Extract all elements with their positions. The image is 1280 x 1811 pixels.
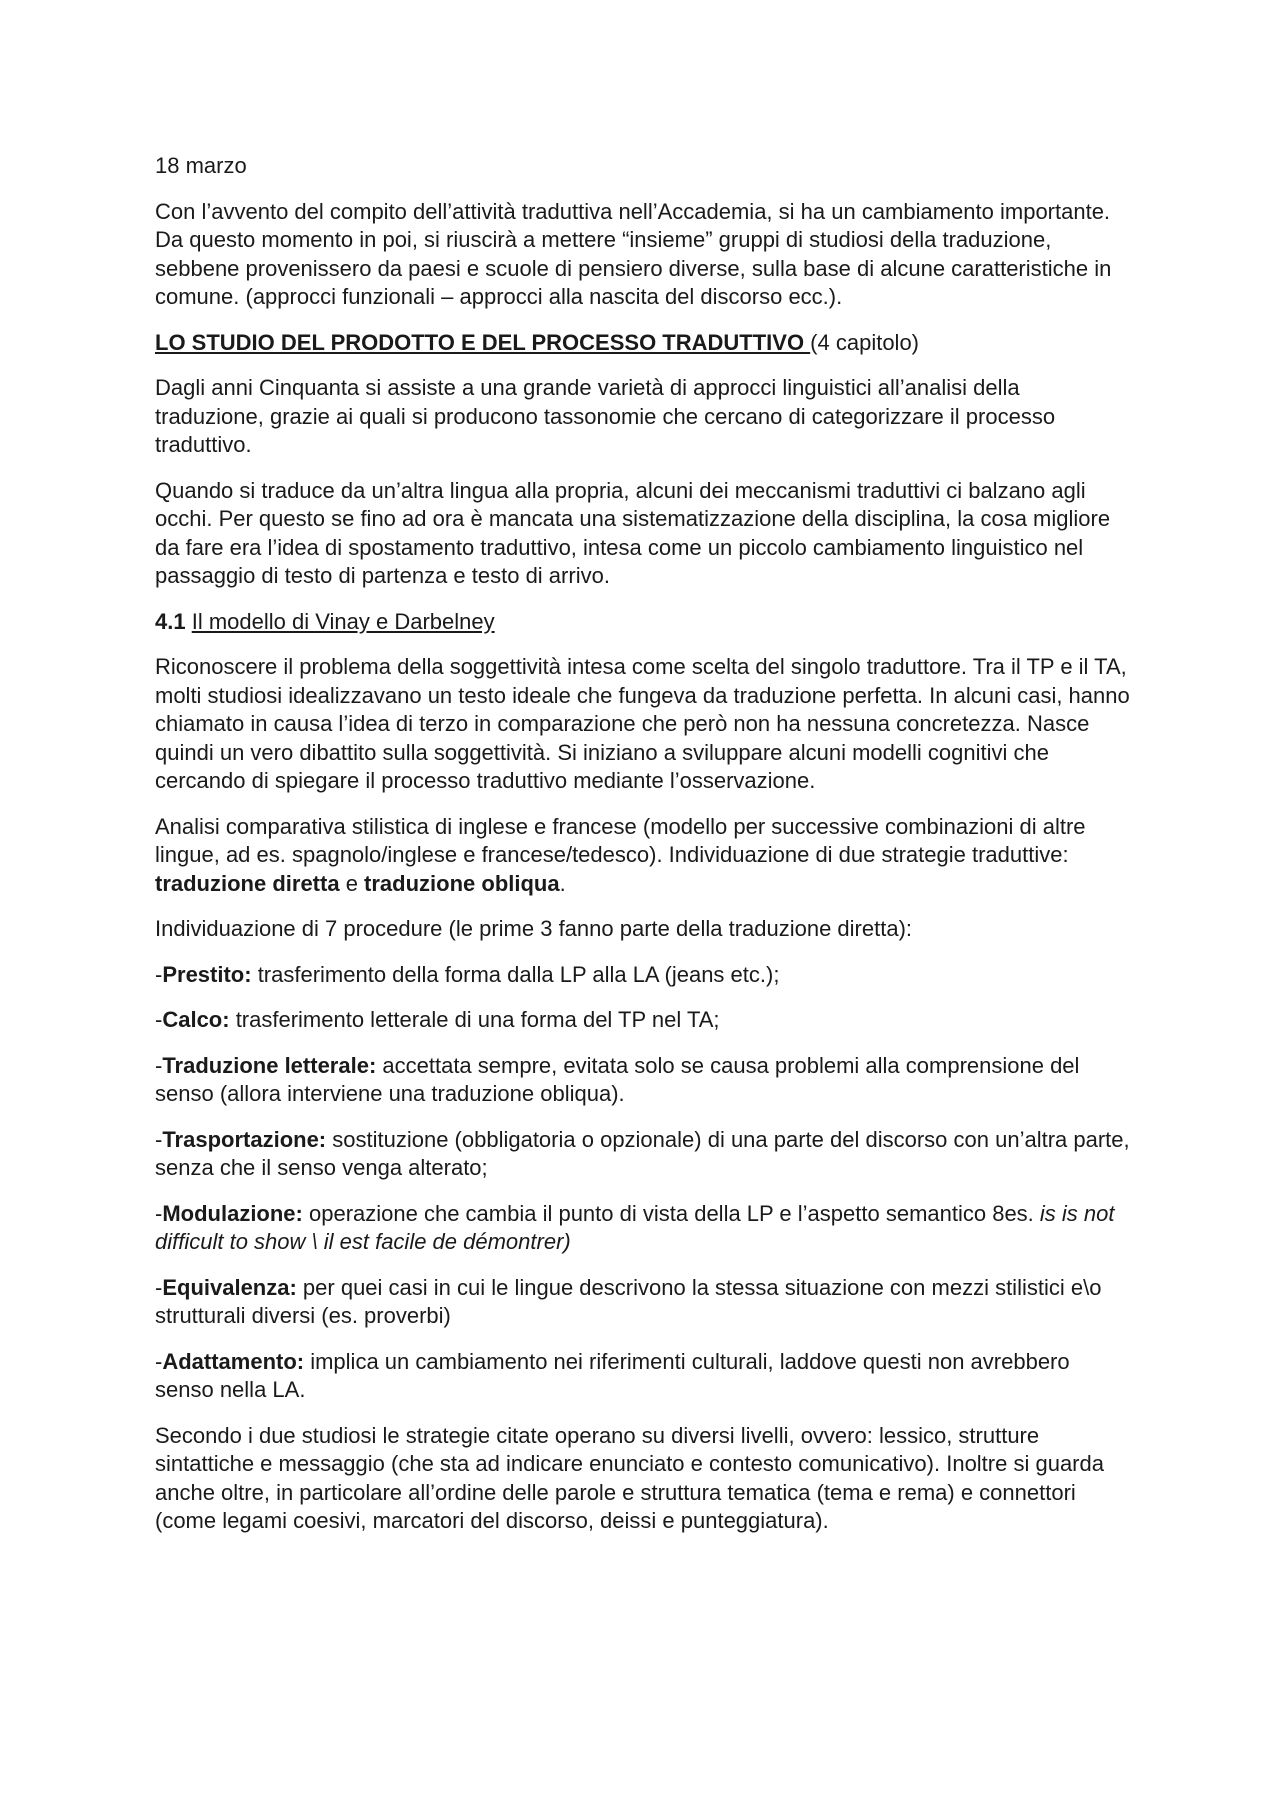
procedure-term: Traduzione letterale:	[162, 1052, 377, 1078]
paragraph-analisi	[155, 813, 1130, 899]
procedure-example: is is not difficult to show \ il est facile de démontrer)	[155, 1200, 1115, 1254]
chapter-title: LO STUDIO DEL PRODOTTO E DEL PROCESSO TRADUTTIVO	[155, 329, 811, 355]
procedure-desc: sostituzione (obbligatoria o opzionale) di una parte del discorso con un’altra parte, senza che il senso venga alterato;	[155, 1126, 1130, 1180]
procedure-term: Prestito:	[162, 961, 252, 987]
procedure-desc: per quei casi in cui le lingue descrivono la stessa situazione con mezzi stilistici e\o strutturali diversi (es. proverbi)	[155, 1274, 1102, 1328]
date-line: 18 marzo	[155, 153, 247, 178]
section-title: Il modello di Vinay e Darbelney	[191, 608, 495, 634]
analisi-conj: e	[339, 870, 365, 896]
section-heading	[155, 608, 1130, 637]
term-traduzione-diretta: traduzione diretta	[155, 870, 340, 896]
procedure-dash: -	[155, 1348, 163, 1374]
paragraph-anni-cinquanta: Dagli anni Cinquanta si assiste a una grande varietà di approcci linguistici all’analisi della traduzione, grazie ai quali si producono tassonomie che cercano di categorizzare il processo traduttivo.	[155, 375, 1056, 457]
chapter-heading	[155, 329, 1130, 358]
procedure-dash: -	[155, 961, 163, 987]
procedure-item	[155, 1006, 1130, 1035]
procedure-dash: -	[155, 1052, 163, 1078]
chapter-note: (4 capitolo)	[810, 329, 920, 355]
document-page	[155, 152, 1130, 1553]
paragraph-secondo: Secondo i due studiosi le strategie citate operano su diversi livelli, ovvero: lessico, strutture sintattiche e messaggio (che sta ad indicare enunciato e contesto comunicativo). Inoltre si guarda anche oltre, in particolare all’ordine delle parole e struttura tematica (tema e rema) e connettori (come legami coesivi, marcatori del discorso, deissi e punteggiatura).	[155, 1422, 1104, 1533]
intro-paragraph: Con l’avvento del compito dell’attività traduttiva nell’Accademia, si ha un cambiamento importante. Da questo momento in poi, si riuscirà a mettere “insieme” gruppi di studiosi della traduzione, sebbene provenissero da paesi e scuole di pensiero diverse, sulla base di alcune caratteristiche in comune. (approcci funzionali – approcci alla nascita del discorso ecc.).	[155, 198, 1112, 309]
procedure-desc: trasferimento letterale di una forma del TP nel TA;	[229, 1007, 720, 1032]
analisi-text: Analisi comparativa stilistica di inglese e francese (modello per successive combinazioni di altre lingue, ad es. spagnolo/inglese e francese/tedesco). Individuazione di due strategie traduttive:	[155, 813, 1086, 867]
section-number: 4.1	[155, 608, 186, 634]
procedure-dash: -	[155, 1274, 163, 1300]
paragraph-quando-si-traduce: Quando si traduce da un’altra lingua alla propria, alcuni dei meccanismi traduttivi ci balzano agli occhi. Per questo se fino ad ora è mancata una sistematizzazione della disciplina, la cosa migliore da fare era l’idea di spostamento traduttivo, intesa come un piccolo cambiamento linguistico nel passaggio di testo di partenza e testo di arrivo.	[155, 477, 1111, 588]
procedure-desc: accettata sempre, evitata solo se causa problemi alla comprensione del senso (allora interviene una traduzione obliqua).	[155, 1052, 1080, 1106]
procedure-dash: -	[155, 1200, 163, 1226]
procedure-desc: implica un cambiamento nei riferimenti culturali, laddove questi non avrebbero senso nella LA.	[155, 1348, 1070, 1402]
procedure-item	[155, 1126, 1130, 1183]
procedure-dash: -	[155, 1126, 163, 1152]
procedure-term: Calco:	[162, 1007, 230, 1032]
term-traduzione-obliqua: traduzione obliqua	[364, 870, 560, 896]
procedure-term: Modulazione:	[162, 1200, 303, 1226]
procedure-dash: -	[155, 1007, 163, 1032]
procedure-term: Equivalenza:	[162, 1274, 297, 1300]
procedure-item	[155, 1348, 1130, 1405]
procedure-item	[155, 1274, 1130, 1331]
procedure-desc: trasferimento della forma dalla LP alla LA (jeans etc.);	[251, 961, 780, 987]
procedure-term: Trasportazione:	[162, 1126, 327, 1152]
procedure-item	[155, 961, 1130, 990]
procedure-item	[155, 1052, 1130, 1109]
procedure-item	[155, 1200, 1130, 1257]
analisi-end: .	[559, 870, 566, 896]
procedure-desc: operazione che cambia il punto di vista della LP e l’aspetto semantico 8es.	[302, 1200, 1040, 1226]
paragraph-procedure: Individuazione di 7 procedure (le prime 3 fanno parte della traduzione diretta):	[155, 916, 913, 941]
paragraph-riconoscere: Riconoscere il problema della soggettività intesa come scelta del singolo traduttore. Tra il TP e il TA, molti studiosi idealizzavano un testo ideale che fungeva da traduzione perfetta. In alcuni casi, hanno chiamato in causa l’idea di terzo in comparazione che però non ha nessuna concretezza. Nasce quindi un vero dibattito sulla soggettività. Si iniziano a sviluppare alcuni modelli cognitivi che cercando di spiegare il processo traduttivo mediante l’osservazione.	[155, 654, 1130, 793]
procedure-term: Adattamento:	[162, 1348, 305, 1374]
